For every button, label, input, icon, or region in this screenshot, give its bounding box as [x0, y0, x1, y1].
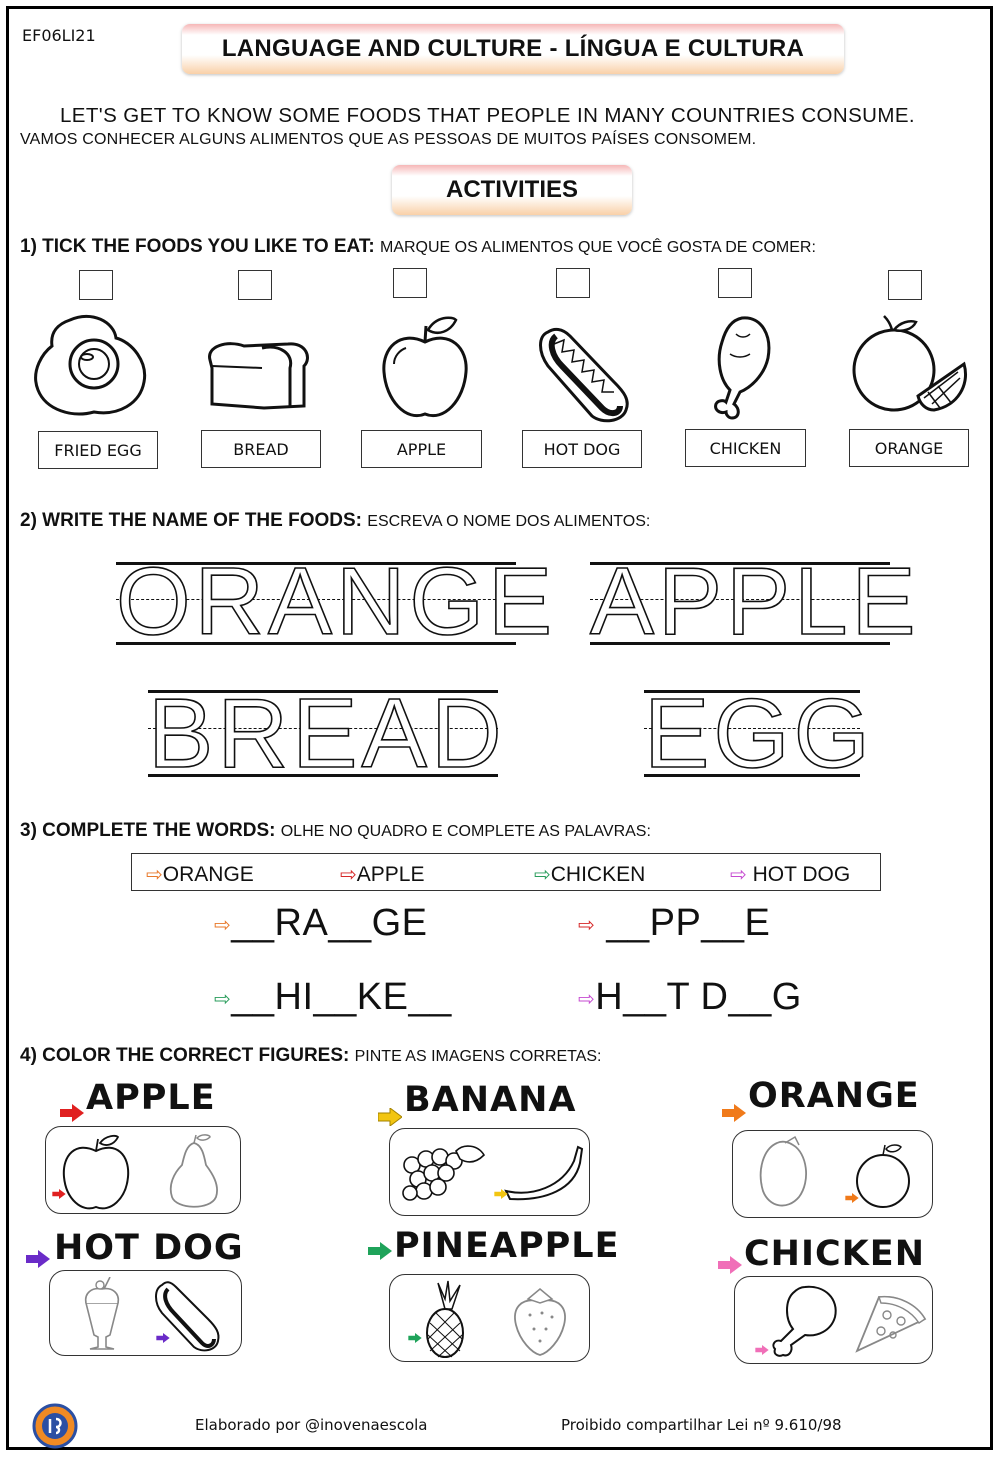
blank-word-text: __RA__GE: [231, 902, 428, 944]
blank-word-text: __HI__KE__: [231, 976, 452, 1018]
trace-word-apple[interactable]: [590, 548, 920, 655]
food-label-hot-dog: HOT DOG: [522, 430, 642, 468]
activities-title: ACTIVITIES: [392, 165, 632, 215]
tick-box-apple[interactable]: [393, 268, 427, 298]
food-label-orange: ORANGE: [849, 429, 969, 467]
chicken-leg-icon: [706, 314, 776, 422]
pizza-slice-icon[interactable]: [853, 1291, 929, 1355]
arrow-icon: [60, 1104, 84, 1122]
word-bank-item-orange: [146, 862, 254, 887]
color-label-orange: ORANGE: [748, 1076, 920, 1116]
word-bank-text: ORANGE: [162, 863, 254, 886]
footer-author: Elaborado por @inovenaescola: [195, 1416, 428, 1434]
orange-icon: [848, 314, 970, 414]
arrow-icon: ⇨: [578, 988, 596, 1011]
word-bank-item-apple: [340, 862, 424, 887]
intro-english: LET'S GET TO KNOW SOME FOODS THAT PEOPLE IN MANY COUNTRIES CONSUME.: [60, 104, 916, 127]
figure-box-pineapple[interactable]: [389, 1274, 590, 1362]
food-label-chicken: CHICKEN: [685, 429, 806, 467]
color-label-chicken: CHICKEN: [744, 1234, 926, 1274]
q1-heading: [20, 236, 816, 258]
food-label-bread: BREAD: [201, 430, 321, 468]
arrow-icon: ⇨: [730, 864, 747, 886]
brand-logo-icon: [32, 1403, 78, 1449]
figure-box-hot-dog[interactable]: [49, 1270, 242, 1356]
q2-title: 2) WRITE THE NAME OF THE FOODS:: [20, 510, 362, 531]
q3-subtitle: OLHE NO QUADRO E COMPLETE AS PALAVRAS:: [280, 823, 651, 840]
color-label-banana: BANANA: [404, 1080, 577, 1120]
arrow-icon: ⇨: [146, 864, 163, 886]
pineapple-icon[interactable]: [420, 1279, 470, 1359]
pear-icon[interactable]: [166, 1133, 220, 1211]
small-arrow-icon: [845, 1193, 859, 1203]
word-bank-text: APPLE: [356, 863, 425, 886]
tick-box-hot-dog[interactable]: [556, 268, 590, 298]
q2-subtitle: ESCREVA O NOME DOS ALIMENTOS:: [367, 513, 651, 530]
color-label-apple: APPLE: [86, 1078, 216, 1118]
small-arrow-icon: [408, 1333, 422, 1343]
q1-subtitle: MARQUE OS ALIMENTOS QUE VOCÊ GOSTA DE COMER:: [379, 239, 816, 256]
apple-icon: [380, 312, 470, 424]
q3-heading: [20, 820, 651, 842]
tick-box-fried-egg[interactable]: [79, 270, 113, 300]
q4-subtitle: PINTE AS IMAGENS CORRETAS:: [354, 1048, 602, 1065]
arrow-icon: ⇨: [214, 988, 232, 1011]
trace-word-egg[interactable]: [644, 678, 874, 788]
arrow-icon: ⇨: [340, 864, 357, 886]
trace-letters: BREAD: [148, 678, 506, 788]
blank-word-orange[interactable]: [214, 902, 428, 945]
blank-word-apple[interactable]: [578, 902, 770, 945]
figure-box-apple[interactable]: [45, 1126, 241, 1214]
blank-word-text: __PP__E: [606, 902, 771, 944]
q4-title: 4) COLOR THE CORRECT FIGURES:: [20, 1045, 350, 1066]
word-bank-item-chicken: [534, 862, 645, 887]
arrow-icon: [378, 1108, 402, 1126]
small-arrow-icon: [156, 1333, 170, 1343]
small-arrow-icon: [494, 1189, 508, 1199]
blank-word-chicken[interactable]: [214, 976, 452, 1019]
footer-copyright-notice: Proibido compartilhar Lei nº 9.610/98: [561, 1416, 842, 1434]
grapes-icon[interactable]: [398, 1139, 488, 1207]
orange-figure-icon[interactable]: [853, 1141, 915, 1211]
page-title: LANGUAGE AND CULTURE - LÍNGUA E CULTURA: [182, 24, 844, 74]
word-bank: [131, 853, 881, 891]
mango-icon[interactable]: [755, 1135, 815, 1213]
arrow-icon: [718, 1256, 742, 1274]
small-arrow-icon: [755, 1345, 769, 1355]
trace-letters: EGG: [644, 678, 874, 788]
figure-box-orange[interactable]: [732, 1130, 933, 1218]
trace-word-bread[interactable]: [148, 678, 506, 788]
arrow-icon: [26, 1250, 50, 1268]
skill-code: EF06LI21: [22, 26, 96, 45]
trace-letters: APPLE: [590, 548, 920, 655]
bread-icon: [204, 338, 312, 412]
small-arrow-icon: [52, 1189, 66, 1199]
trace-letters: ORANGE: [116, 548, 557, 655]
banana-icon[interactable]: [502, 1143, 584, 1201]
chicken-figure-icon[interactable]: [761, 1283, 841, 1359]
q1-title: 1) TICK THE FOODS YOU LIKE TO EAT:: [20, 236, 375, 257]
color-label-pineapple: PINEAPPLE: [394, 1226, 620, 1266]
tick-box-orange[interactable]: [888, 270, 922, 300]
milkshake-icon[interactable]: [80, 1277, 124, 1353]
arrow-icon: ⇨: [578, 914, 596, 937]
strawberry-icon[interactable]: [510, 1285, 570, 1357]
fried-egg-icon: [32, 312, 152, 422]
color-label-hot-dog: HOT DOG: [54, 1228, 244, 1268]
figure-box-chicken[interactable]: [734, 1276, 933, 1364]
tick-box-chicken[interactable]: [718, 268, 752, 298]
word-bank-text: HOT DOG: [746, 863, 851, 886]
tick-box-bread[interactable]: [238, 270, 272, 300]
food-label-fried-egg: FRIED EGG: [38, 431, 158, 469]
q3-title: 3) COMPLETE THE WORDS:: [20, 820, 276, 841]
hot-dog-icon: [534, 322, 634, 424]
word-bank-text: CHICKEN: [550, 863, 646, 886]
word-bank-item-hot-dog: [730, 862, 850, 887]
arrow-icon: [722, 1104, 746, 1122]
figure-box-banana[interactable]: [389, 1128, 590, 1216]
q2-heading: [20, 510, 650, 532]
blank-word-hot-dog[interactable]: [578, 976, 802, 1019]
q4-heading: [20, 1045, 601, 1067]
food-label-apple: APPLE: [361, 430, 482, 468]
trace-word-orange[interactable]: [116, 548, 557, 655]
intro-portuguese: VAMOS CONHECER ALGUNS ALIMENTOS QUE AS PESSOAS DE MUITOS PAÍSES CONSOMEM.: [20, 131, 757, 148]
arrow-icon: ⇨: [214, 914, 232, 937]
arrow-icon: [368, 1242, 392, 1260]
blank-word-text: H__T D__G: [595, 976, 802, 1018]
arrow-icon: ⇨: [534, 864, 551, 886]
apple-figure-icon[interactable]: [60, 1133, 132, 1213]
